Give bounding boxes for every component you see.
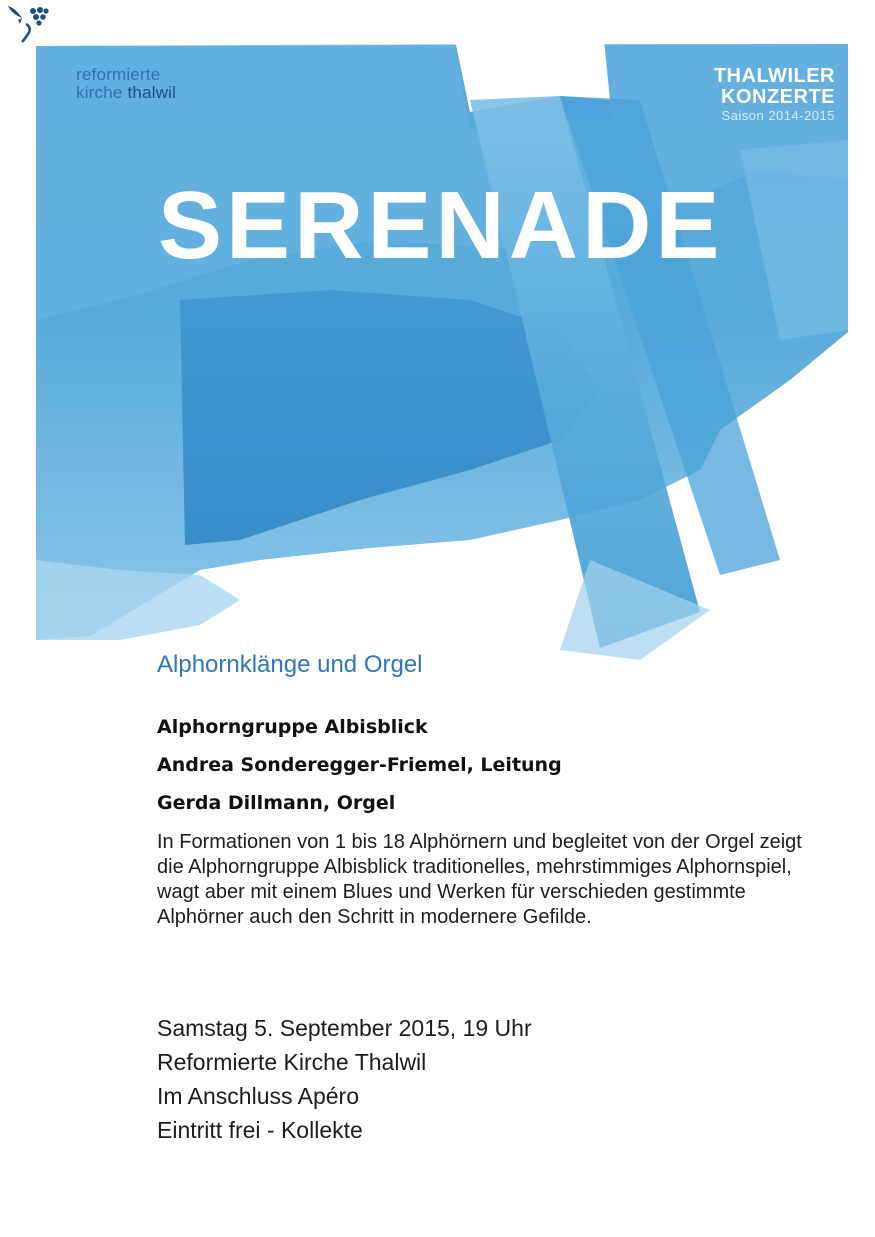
performer-ensemble: Alphorngruppe Albisblick	[157, 716, 428, 738]
event-reception: Im Anschluss Apéro	[157, 1083, 359, 1109]
performers-list	[157, 708, 562, 822]
concert-description: In Formationen von 1 bis 18 Alphörnern und begleitet von der Orgel zeigt die Alphorngruppe Albisblick traditionelles, mehrstimmiges Alphornspiel, wagt aber mit einem Blues und Werken für verschieden gestimmte Alphörner auch den Schritt in modernere Gefilde.	[157, 831, 802, 928]
concert-series-label	[714, 66, 835, 124]
logo-thalwil: thalwil	[127, 83, 177, 102]
concert-subtitle: Alphornklänge und Orgel	[157, 651, 423, 678]
church-logo	[76, 66, 176, 102]
series-season: Saison 2014-2015	[721, 108, 835, 123]
series-line-1: THALWILER	[713, 65, 835, 87]
event-date-time: Samstag 5. September 2015, 19 Uhr	[157, 1015, 532, 1041]
logo-line-1: reformierte	[76, 65, 161, 84]
series-line-2: KONZERTE	[721, 86, 835, 108]
logo-line-2	[76, 84, 176, 102]
lower-left-wash	[36, 560, 240, 640]
event-venue: Reformierte Kirche Thalwil	[157, 1049, 427, 1075]
performer-director: Andrea Sonderegger-Friemel, Leitung	[157, 754, 562, 776]
performer-organist: Gerda Dillmann, Orgel	[157, 792, 396, 814]
event-admission: Eintritt frei - Kollekte	[157, 1117, 363, 1143]
swallow-grapes-icon	[0, 0, 52, 44]
logo-kirche: kirche	[76, 83, 123, 102]
event-details	[157, 1011, 532, 1147]
poster-title: SERENADE	[158, 172, 724, 279]
